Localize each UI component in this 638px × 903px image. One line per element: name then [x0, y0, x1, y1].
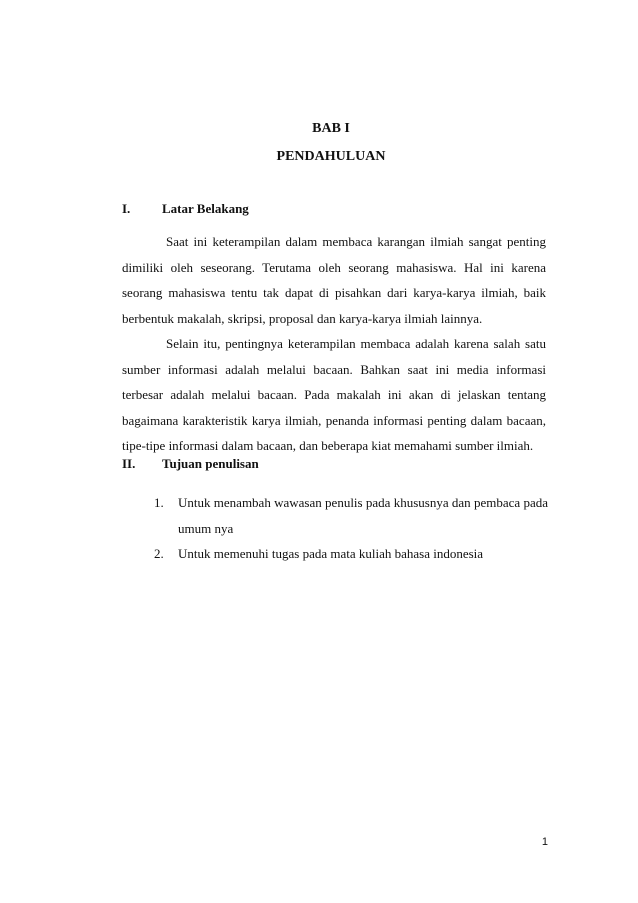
section-2-number: II.	[122, 456, 136, 471]
section-1-title: Latar Belakang	[162, 201, 249, 216]
section-1-body	[122, 229, 546, 459]
chapter-label: BAB I	[312, 121, 350, 136]
page-number: 1	[541, 836, 548, 848]
list-item-number: 1.	[154, 495, 164, 510]
section-2-title: Tujuan penulisan	[162, 456, 259, 471]
list-item-text: Untuk memenuhi tugas pada mata kuliah bahasa indonesia	[178, 546, 484, 561]
paragraph: Selain itu, pentingnya keterampilan membaca adalah karena salah satu sumber informasi adalah melalui bacaan. Bahkan saat ini media informasi terbesar adalah melalui bacaan. Pada makalah ini akan di jelaskan tentang bagaimana karakteristik karya ilmiah, penanda informasi penting dalam bacaan, tipe-tipe informasi dalam bacaan, dan beberapa kiat memahami sumber ilmiah.	[122, 336, 546, 453]
objectives-list	[154, 490, 548, 567]
section-1-number: I.	[122, 201, 131, 216]
list-item-number: 2.	[154, 546, 164, 561]
chapter-title: PENDAHULUAN	[276, 149, 386, 164]
list-item	[154, 490, 548, 541]
paragraph: Saat ini keterampilan dalam membaca karangan ilmiah sangat penting dimiliki oleh seseorang. Terutama oleh seorang mahasiswa. Hal ini karena seorang mahasiswa tentu tak dapat di pisahkan dari karya-karya ilmiah, baik berbentuk makalah, skripsi, proposal dan karya-karya ilmiah lainnya.	[122, 234, 546, 326]
list-item-text: Untuk menambah wawasan penulis pada khususnya dan pembaca pada umum nya	[178, 495, 548, 536]
list-item	[154, 541, 548, 567]
